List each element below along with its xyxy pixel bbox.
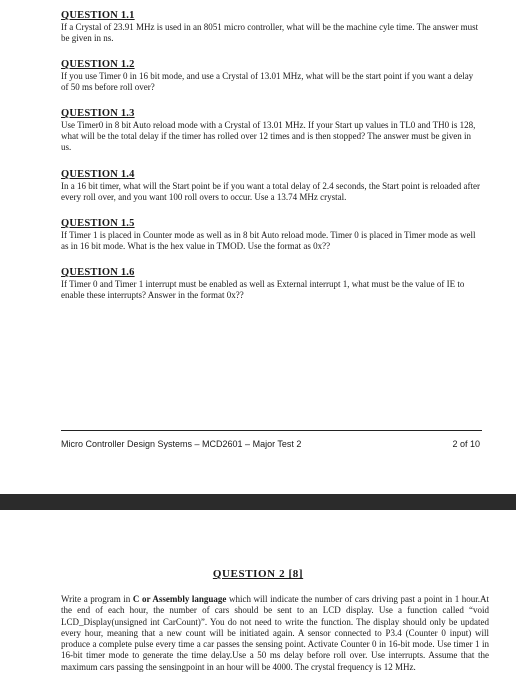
- document-page-3: [0, 510, 516, 700]
- question-2-language-emphasis: C or Assembly language: [132, 594, 227, 604]
- question-heading: QUESTION 1.6: [61, 267, 135, 278]
- question-text: If Timer 0 and Timer 1 interrupt must be enabled as well as External interrupt 1, what must be the value of IE to enable these interrupts? Answer in the format 0x??: [61, 279, 465, 301]
- footer-page-number: 2 of 10: [452, 439, 480, 449]
- question-text: If you use Timer 0 in 16 bit mode, and use a Crystal of 13.01 MHz, what will be the start point if you want a delay of 50 ms before roll over?: [61, 71, 474, 93]
- page-footer: [61, 430, 482, 449]
- question-text: If a Crystal of 23.91 MHz is used in an 8051 micro controller, what will be the machine cyle time. The answer must be given in ns.: [61, 22, 479, 44]
- question-1-3: [61, 108, 481, 154]
- footer-course-title: Micro Controller Design Systems – MCD2601 – Major Test 2: [61, 439, 302, 449]
- question-heading: QUESTION 1.5: [61, 218, 135, 229]
- question-2-heading: QUESTION 2 [8]: [212, 568, 304, 580]
- question-2-text: [61, 594, 489, 673]
- question-heading: QUESTION 1.3: [61, 108, 135, 119]
- question-heading: QUESTION 1.1: [61, 10, 135, 21]
- question-1-4: [61, 169, 481, 203]
- question-1-1: [61, 10, 481, 44]
- question-text: In a 16 bit timer, what will the Start point be if you want a total delay of 2.4 seconds, the Start point is reloaded after every roll over, and you want 100 roll overs to occur. Use a 13.74 MHz crystal.: [61, 181, 481, 203]
- question-heading: QUESTION 1.4: [61, 169, 135, 180]
- question-1-5: [61, 218, 481, 252]
- question-heading: QUESTION 1.2: [61, 59, 135, 70]
- question-2-text-part: Write a program in: [61, 594, 133, 604]
- question-1-6: [61, 267, 481, 301]
- question-text: If Timer 1 is placed in Counter mode as well as in 8 bit Auto reload mode. Timer 0 is placed in Timer mode as well as in 16 bit mode. What is the hex value in TMOD. Use the format as 0x??: [61, 230, 476, 252]
- question-1-2: [61, 59, 481, 93]
- question-2-text-part: which will indicate the number of cars driving past a point in 1 hour.At the end of each hour, the number of cars should be sent to an LCD display. Use a function called “void LCD_Display(unsigned int CarCount)”. You do not need to write the function. The display should only be updated every hour, meaning that a new count will be initiated again. A sensor connected to P3.4 (Counter 0 input) will produce a complete pulse every time a car passes the sensing point. Activate Counter 0 in 16-bit mode. Use timer 1 in 16-bit timer mode to generate the time delay.Use a 50 ms delay before roll over. Use interrupts. Assume that the maximum cars passing the sensingpoint in an hour will be 4000. The crystal frequency is 12 MHz.: [61, 594, 490, 672]
- question-text: Use Timer0 in 8 bit Auto reload mode with a Crystal of 13.01 MHz. If your Start up values in TL0 and TH0 is 128, what will be the total delay if the timer has rolled over 12 times and is then stopped? The answer must be given in us.: [61, 120, 476, 153]
- page-separator: [0, 494, 516, 510]
